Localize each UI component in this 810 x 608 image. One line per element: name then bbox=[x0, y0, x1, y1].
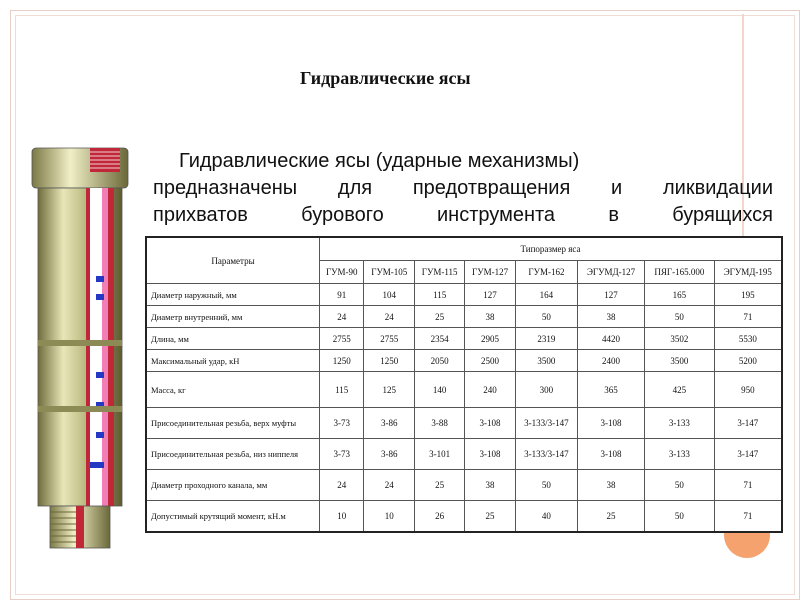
table-cell: 165 bbox=[645, 284, 715, 306]
model-header: ГУМ-105 bbox=[364, 261, 415, 284]
table-cell: 50 bbox=[645, 470, 715, 501]
table-cell: 365 bbox=[577, 372, 644, 408]
table-cell: 195 bbox=[714, 284, 782, 306]
table-cell: 240 bbox=[465, 372, 516, 408]
table-cell: 3-108 bbox=[465, 408, 516, 439]
table-cell: 3-73 bbox=[320, 408, 364, 439]
table-cell: 3-86 bbox=[364, 408, 415, 439]
row-label: Диаметр внутренний, мм bbox=[146, 306, 320, 328]
table-cell: 2319 bbox=[515, 328, 577, 350]
tool-bore bbox=[90, 188, 102, 506]
table-cell: 1250 bbox=[364, 350, 415, 372]
table-cell: 40 bbox=[515, 501, 577, 532]
table-cell: 2755 bbox=[320, 328, 364, 350]
row-label: Масса, кг bbox=[146, 372, 320, 408]
table-cell: 125 bbox=[364, 372, 415, 408]
table-cell: 2500 bbox=[465, 350, 516, 372]
table-cell: 3-147 bbox=[714, 439, 782, 470]
table-cell: 3-133/3-147 bbox=[515, 408, 577, 439]
table-cell: 2755 bbox=[364, 328, 415, 350]
table-row bbox=[146, 306, 782, 328]
table-cell: 2050 bbox=[415, 350, 465, 372]
table-cell: 38 bbox=[577, 470, 644, 501]
table-cell: 3-147 bbox=[714, 408, 782, 439]
intro-paragraph bbox=[153, 148, 773, 230]
table-cell: 10 bbox=[320, 501, 364, 532]
table-cell: 3500 bbox=[645, 350, 715, 372]
table-cell: 25 bbox=[415, 470, 465, 501]
table-cell: 115 bbox=[415, 284, 465, 306]
row-label: Максимальный удар, кН bbox=[146, 350, 320, 372]
table-cell: 26 bbox=[415, 501, 465, 532]
table-cell: 5530 bbox=[714, 328, 782, 350]
table-cell: 25 bbox=[415, 306, 465, 328]
intro-line: предназначены для предотвращения и ликвидации bbox=[153, 177, 773, 199]
table-row bbox=[146, 284, 782, 306]
table-cell: 50 bbox=[645, 501, 715, 532]
model-header: ЭГУМД-195 bbox=[714, 261, 782, 284]
table-row bbox=[146, 439, 782, 470]
intro-line: Гидравлические ясы (ударные механизмы) bbox=[179, 150, 580, 172]
table-cell: 3-101 bbox=[415, 439, 465, 470]
table-cell: 3-133/3-147 bbox=[515, 439, 577, 470]
table-row bbox=[146, 350, 782, 372]
table-cell: 50 bbox=[515, 306, 577, 328]
intro-line: прихватов бурового инструмента в бурящихся bbox=[153, 204, 773, 226]
row-label: Присоединительная резьба, верх муфты bbox=[146, 408, 320, 439]
table-cell: 115 bbox=[320, 372, 364, 408]
table-cell: 1250 bbox=[320, 350, 364, 372]
table-cell: 25 bbox=[577, 501, 644, 532]
table-cell: 164 bbox=[515, 284, 577, 306]
table-cell: 24 bbox=[320, 470, 364, 501]
table-cell: 24 bbox=[364, 470, 415, 501]
table-cell: 3-108 bbox=[577, 439, 644, 470]
table-cell: 38 bbox=[577, 306, 644, 328]
table-cell: 4420 bbox=[577, 328, 644, 350]
row-label: Диаметр проходного канала, мм bbox=[146, 470, 320, 501]
hydraulic-jar-illustration bbox=[30, 144, 130, 554]
model-header: ГУМ-162 bbox=[515, 261, 577, 284]
table-cell: 5200 bbox=[714, 350, 782, 372]
table-cell: 425 bbox=[645, 372, 715, 408]
table-cell: 950 bbox=[714, 372, 782, 408]
table-cell: 25 bbox=[465, 501, 516, 532]
table-cell: 3-133 bbox=[645, 439, 715, 470]
table-row bbox=[146, 372, 782, 408]
table-cell: 3500 bbox=[515, 350, 577, 372]
table-cell: 127 bbox=[465, 284, 516, 306]
table-cell: 3-86 bbox=[364, 439, 415, 470]
table-cell: 3502 bbox=[645, 328, 715, 350]
table-cell: 2354 bbox=[415, 328, 465, 350]
table-cell: 71 bbox=[714, 306, 782, 328]
table-cell: 50 bbox=[645, 306, 715, 328]
table-row bbox=[146, 408, 782, 439]
table-cell: 104 bbox=[364, 284, 415, 306]
row-label: Длина, мм bbox=[146, 328, 320, 350]
slide-title: Гидравлические ясы bbox=[300, 68, 471, 88]
table-row bbox=[146, 328, 782, 350]
row-label: Присоединительная резьба, низ ниппеля bbox=[146, 439, 320, 470]
table-cell: 3-133 bbox=[645, 408, 715, 439]
table-cell: 2905 bbox=[465, 328, 516, 350]
table-row bbox=[146, 470, 782, 501]
model-header: ЭГУМД-127 bbox=[577, 261, 644, 284]
table-cell: 71 bbox=[714, 470, 782, 501]
table-cell: 127 bbox=[577, 284, 644, 306]
table-cell: 3-108 bbox=[465, 439, 516, 470]
table-cell: 91 bbox=[320, 284, 364, 306]
row-label: Допустимый крутящий момент, кН.м bbox=[146, 501, 320, 532]
model-header: ГУМ-115 bbox=[415, 261, 465, 284]
row-label: Диаметр наружный, мм bbox=[146, 284, 320, 306]
model-header: ГУМ-127 bbox=[465, 261, 516, 284]
table-cell: 3-88 bbox=[415, 408, 465, 439]
table-body bbox=[146, 284, 782, 532]
table-cell: 38 bbox=[465, 306, 516, 328]
table-cell: 71 bbox=[714, 501, 782, 532]
model-header: ПЯГ-165.000 bbox=[645, 261, 715, 284]
table-cell: 24 bbox=[364, 306, 415, 328]
table-cell: 24 bbox=[320, 306, 364, 328]
table-cell: 10 bbox=[364, 501, 415, 532]
table-cell: 38 bbox=[465, 470, 516, 501]
table-cell: 3-108 bbox=[577, 408, 644, 439]
table-cell: 50 bbox=[515, 470, 577, 501]
model-header: ГУМ-90 bbox=[320, 261, 364, 284]
table-row bbox=[146, 501, 782, 532]
group-header: Типоразмер яса bbox=[320, 237, 783, 261]
table-cell: 140 bbox=[415, 372, 465, 408]
param-header: Параметры bbox=[146, 237, 320, 284]
table-cell: 2400 bbox=[577, 350, 644, 372]
table-cell: 300 bbox=[515, 372, 577, 408]
parameters-table bbox=[145, 236, 783, 533]
table-cell: 3-73 bbox=[320, 439, 364, 470]
